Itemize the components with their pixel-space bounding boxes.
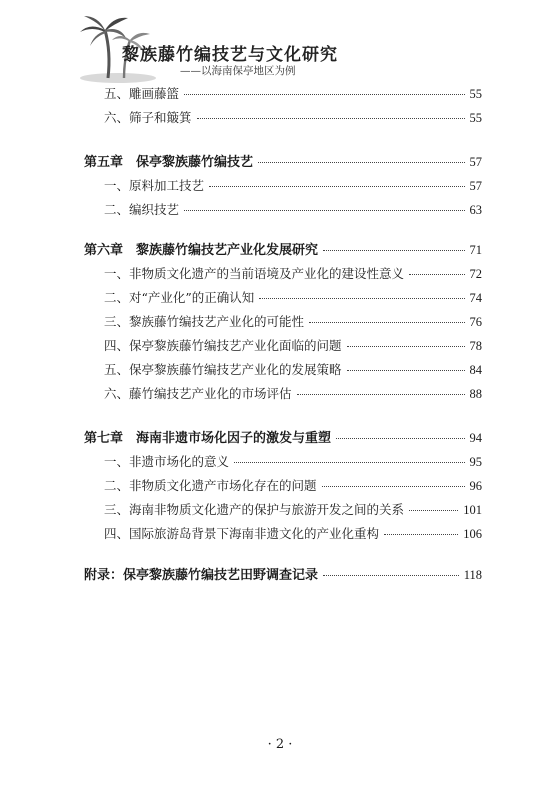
toc-entry-title: 六、藤竹编技艺产业化的市场评估 — [104, 386, 292, 401]
toc-chapter-entry[interactable] — [84, 154, 482, 171]
toc-section-entry[interactable] — [104, 338, 482, 354]
toc-section-entry[interactable] — [104, 178, 482, 194]
toc-entry-title: 五、雕画藤篮 — [104, 86, 180, 101]
toc-entry-title: 四、国际旅游岛背景下海南非遗文化的产业化重构 — [104, 526, 380, 541]
toc-section-entry[interactable] — [104, 454, 482, 470]
toc-section-entry[interactable] — [104, 266, 482, 282]
dot-leader — [259, 298, 464, 299]
book-subtitle: ——以海南保亭地区为例 — [180, 65, 296, 77]
toc-entry-title: 三、黎族藤竹编技艺产业化的可能性 — [104, 314, 305, 329]
toc-entry-page: 101 — [463, 503, 482, 517]
toc-entry-title: 附录：保亭黎族藤竹编技艺田野调查记录 — [84, 568, 319, 583]
toc-entry-title: 第五章 保亭黎族藤竹编技艺 — [84, 155, 254, 170]
dot-leader — [347, 370, 465, 371]
toc-entry-title: 二、非物质文化遗产市场化存在的问题 — [104, 478, 317, 493]
toc-entry-title: 三、海南非物质文化遗产的保护与旅游开发之间的关系 — [104, 502, 405, 517]
toc-entry-title: 二、编织技艺 — [104, 202, 180, 217]
toc-entry-title: 第六章 黎族藤竹编技艺产业化发展研究 — [84, 243, 319, 258]
dot-leader — [384, 534, 458, 535]
book-title: 黎族藤竹编技艺与文化研究 — [122, 45, 338, 65]
toc-section-entry[interactable] — [104, 110, 482, 126]
toc-entry-page: 57 — [469, 179, 482, 193]
dot-leader — [336, 438, 464, 439]
toc-section-entry[interactable] — [104, 86, 482, 102]
toc-chapter-entry[interactable] — [84, 242, 482, 259]
dot-leader — [347, 346, 465, 347]
toc-entry-page: 118 — [463, 568, 482, 582]
dot-leader — [234, 462, 464, 463]
dot-leader — [409, 510, 458, 511]
toc-section-entry[interactable] — [104, 502, 482, 518]
toc-entry-page: 57 — [469, 155, 482, 169]
dot-leader — [322, 486, 465, 487]
toc-entry-page: 55 — [469, 111, 482, 125]
toc-entry-page: 96 — [469, 479, 482, 493]
toc-entry-title: 二、对“产业化”的正确认知 — [104, 290, 255, 305]
page-number: · 2 · — [267, 737, 293, 752]
toc-section-entry[interactable] — [104, 478, 482, 494]
toc-entry-page: 84 — [469, 363, 482, 377]
dot-leader — [323, 575, 459, 576]
dot-leader — [258, 162, 464, 163]
toc-entry-page: 72 — [469, 267, 482, 281]
dot-leader — [323, 250, 464, 251]
toc-entry-page: 95 — [469, 455, 482, 469]
dot-leader — [409, 274, 464, 275]
toc-entry-page: 94 — [469, 431, 482, 445]
toc-entry-title: 五、保亭黎族藤竹编技艺产业化的发展策略 — [104, 362, 342, 377]
toc-section-entry[interactable] — [104, 386, 482, 402]
toc-entry-page: 55 — [469, 87, 482, 101]
dot-leader — [184, 94, 464, 95]
toc-entry-page: 106 — [463, 527, 482, 541]
toc-section-entry[interactable] — [104, 202, 482, 218]
toc-entry-page: 71 — [469, 243, 482, 257]
toc-entry-title: 第七章 海南非遗市场化因子的激发与重塑 — [84, 431, 332, 446]
running-header — [0, 0, 560, 90]
toc-entry-title: 一、非物质文化遗产的当前语境及产业化的建设性意义 — [104, 266, 405, 281]
toc-entry-page: 63 — [469, 203, 482, 217]
toc-section-entry[interactable] — [104, 362, 482, 378]
toc-entry-title: 一、原料加工技艺 — [104, 178, 205, 193]
toc-entry-title: 四、保亭黎族藤竹编技艺产业化面临的问题 — [104, 338, 342, 353]
toc-section-entry[interactable] — [104, 290, 482, 306]
toc-entry-page: 76 — [469, 315, 482, 329]
dot-leader — [197, 118, 465, 119]
toc-entry-page: 78 — [469, 339, 482, 353]
dot-leader — [209, 186, 464, 187]
dot-leader — [309, 322, 464, 323]
dot-leader — [297, 394, 465, 395]
dot-leader — [184, 210, 464, 211]
toc-section-entry[interactable] — [104, 526, 482, 542]
toc-entry-title: 六、筛子和簸箕 — [104, 110, 192, 125]
toc-chapter-entry[interactable] — [84, 430, 482, 447]
toc-entry-page: 88 — [469, 387, 482, 401]
toc-chapter-entry[interactable] — [84, 567, 482, 584]
toc-entry-title: 一、非遗市场化的意义 — [104, 454, 230, 469]
toc-section-entry[interactable] — [104, 314, 482, 330]
toc-entry-page: 74 — [469, 291, 482, 305]
